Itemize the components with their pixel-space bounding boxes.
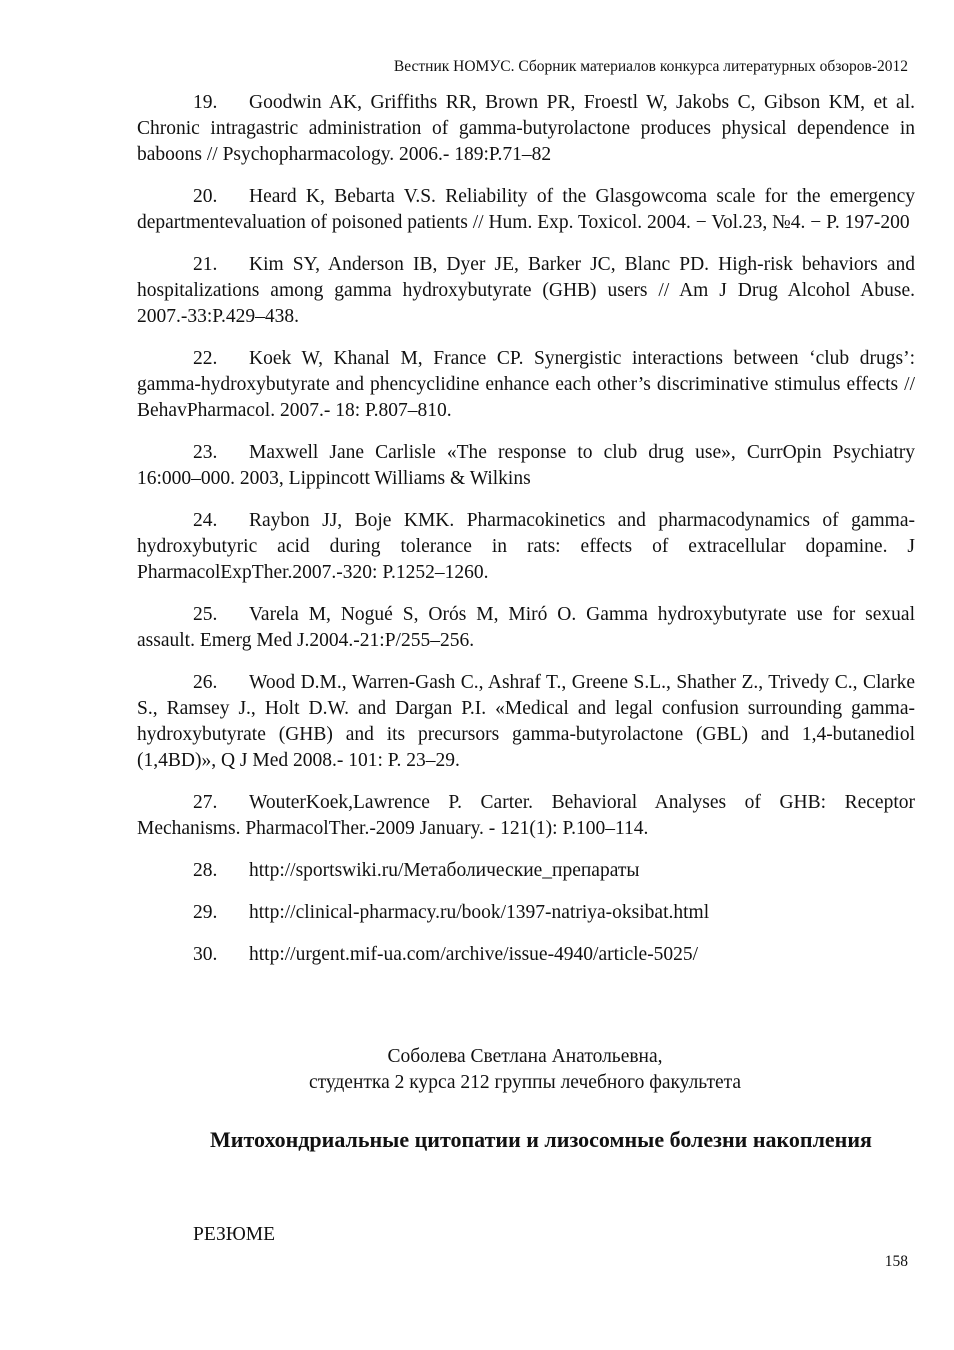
reference-item [137, 346, 915, 424]
reference-item [137, 440, 915, 492]
reference-number: 30. [193, 944, 218, 965]
page-number: 158 [884, 1253, 908, 1270]
author-name: Соболева Светлана Анатольевна, [387, 1046, 663, 1067]
reference-text: Heard K, Bebarta V.S. Reliability of the Glasgowcoma scale for the emergency departmentevaluation of poisoned patients // Hum. Exp. Toxicol. 2004. − Vol.23, №4. − P. 197-200 [137, 186, 915, 233]
reference-item [137, 602, 915, 654]
reference-item [137, 858, 915, 884]
reference-link[interactable]: http://clinical-pharmacy.ru/book/1397-natriya-oksibat.html [249, 902, 710, 923]
reference-number: 25. [193, 604, 218, 625]
reference-number: 26. [193, 672, 218, 693]
reference-item [137, 670, 915, 774]
author-position: студентка 2 курса 212 группы лечебного факультета [308, 1072, 742, 1093]
reference-text: WouterKoek,Lawrence P. Carter. Behavioral Analyses of GHB: Receptor Mechanisms. PharmacolTher.-2009 January. - 121(1): P.100–114. [137, 792, 915, 839]
reference-link[interactable]: http://urgent.mif-ua.com/archive/issue-4940/article-5025/ [249, 944, 699, 965]
reference-text: Kim SY, Anderson IB, Dyer JE, Barker JC, Blanc PD. High-risk behaviors and hospitalizations among gamma hydroxybutyrate (GHB) users // Am J Drug Alcohol Abuse. 2007.-33:P.429–438. [137, 254, 915, 327]
reference-number: 21. [193, 254, 218, 275]
reference-number: 27. [193, 792, 218, 813]
journal-header: Вестник НОМУС. Сборник материалов конкурса литературных обзоров-2012 [393, 58, 908, 75]
reference-item [137, 90, 915, 168]
author-block [0, 1044, 954, 1096]
reference-number: 29. [193, 902, 218, 923]
reference-text: Maxwell Jane Carlisle «The response to club drug use», CurrOpin Psychiatry 16:000–000. 2003, Lippincott Williams & Wilkins [137, 442, 915, 489]
reference-link[interactable]: http://sportswiki.ru/Метаболические_препараты [249, 860, 640, 881]
reference-number: 20. [193, 186, 218, 207]
reference-number: 23. [193, 442, 218, 463]
reference-text: Raybon JJ, Boje KMK. Pharmacokinetics and pharmacodynamics of gamma-hydroxybutyric acid during tolerance in rats: effects of extracellular dopamine. J PharmacolExpTher.2007.-320: P.1252–1260. [137, 510, 915, 583]
article-title: Митохондриальные цитопатии и лизосомные болезни накопления [210, 1127, 872, 1152]
reference-item [137, 508, 915, 586]
reference-item [137, 942, 915, 968]
reference-item [137, 252, 915, 330]
reference-item [137, 790, 915, 842]
reference-text: Koek W, Khanal M, France CP. Synergistic interactions between ‘club drugs’: gamma-hydroxybutyrate and phencyclidine enhance each other’s discriminative stimulus effects // BehavPharmacol. 2007.- 18: P.807–810. [137, 348, 915, 421]
reference-number: 22. [193, 348, 218, 369]
reference-text: Goodwin AK, Griffiths RR, Brown PR, Froestl W, Jakobs C, Gibson KM, et al. Chronic intragastric administration of gamma-butyrolactone produces physical dependence in baboons // Psychopharmacology. 2006.- 189:P.71–82 [137, 92, 915, 165]
reference-number: 28. [193, 860, 218, 881]
reference-number: 24. [193, 510, 218, 531]
section-heading: РЕЗЮМЕ [193, 1224, 276, 1245]
reference-text: Wood D.M., Warren-Gash C., Ashraf T., Greene S.L., Shather Z., Trivedy C., Clarke S., Ramsey J., Holt D.W. and Dargan P.I. «Medical and legal confusion surrounding gamma-hydroxybutyrate (GHB) and its precursors gamma-butyrolactone (GBL) and 1,4-butanediol (1,4BD)», Q J Med 2008.- 101: P. 23–29. [137, 672, 915, 771]
reference-number: 19. [193, 92, 218, 113]
reference-list [137, 90, 915, 984]
reference-text: Varela M, Nogué S, Orós M, Miró O. Gamma hydroxybutyrate use for sexual assault. Emerg Med J.2004.-21:P/255–256. [137, 604, 915, 651]
reference-item [137, 184, 915, 236]
reference-item [137, 900, 915, 926]
